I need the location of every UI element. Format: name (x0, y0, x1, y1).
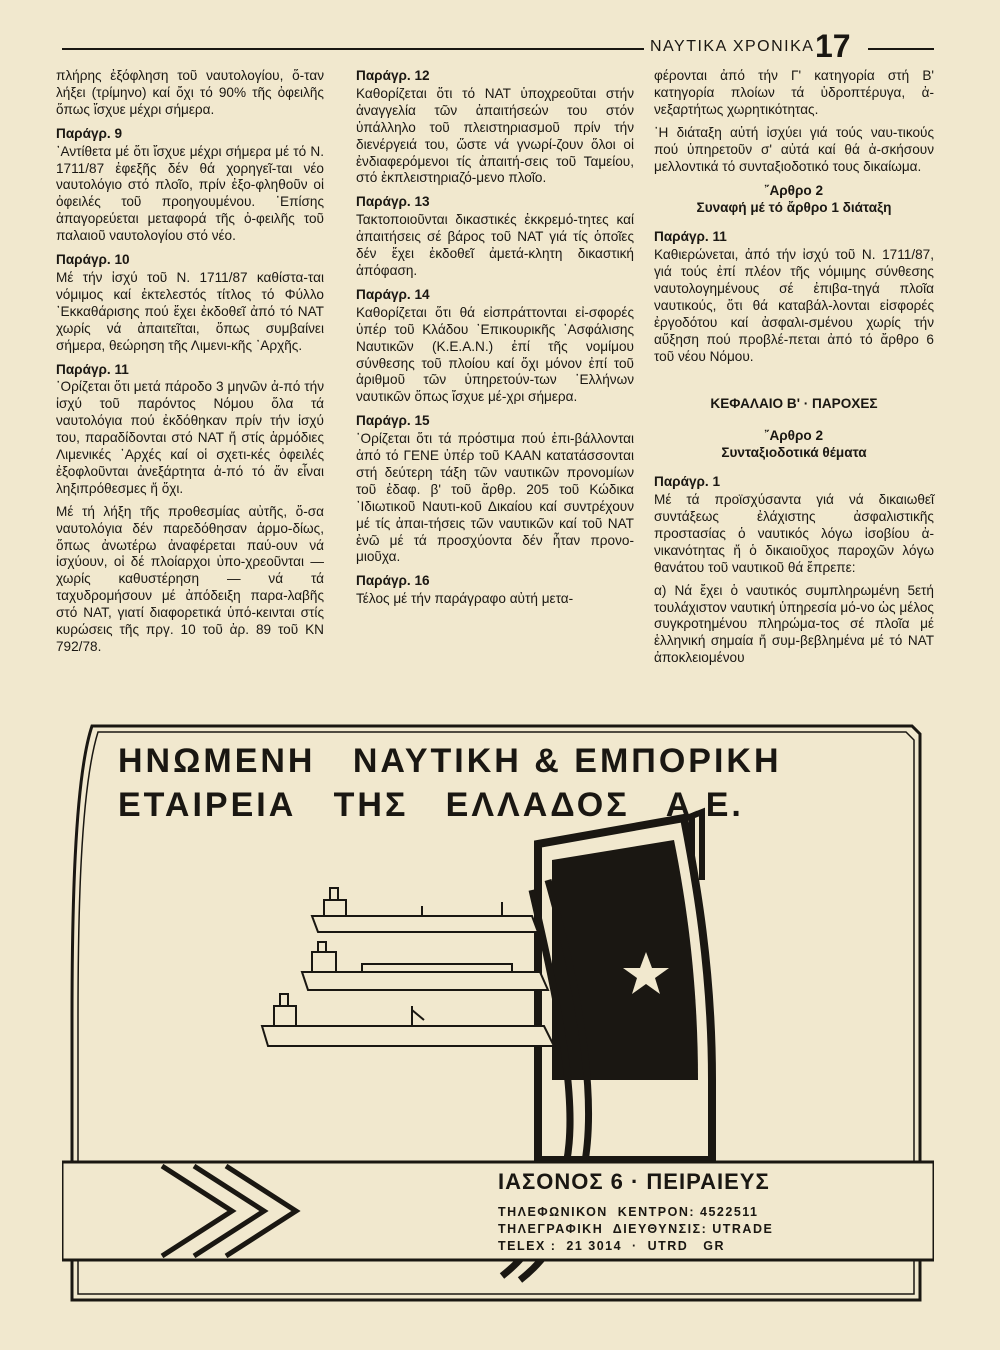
article-subtitle: Συνταξιοδοτικά θέματα (721, 445, 867, 461)
paragraph: Μέ τά προϊσχύσαντα γιά νά δικαιωθεῖ συντάξεως ἐλάχιστης ἀσφαλιστικῆς προστασίας ὁ ναυτικός λόγω ἰσοβίου ἀ-νικανότητας ἤ ὁ δικαιοῦχος παροχῶν λόγω θανάτου τοῦ ναυτικοῦ θά ἔπρεπε: (654, 492, 934, 575)
ship-container (302, 942, 548, 990)
section-heading: Παράγρ. 9 (56, 125, 123, 141)
column-2 (356, 68, 634, 614)
paragraph: Μέ τή λήξη τῆς προθεσμίας αὐτῆς, ὅ-σα ναυτολόγια δέν παρεδόθησαν ἁρμο-δίως, ὅπως ἀνωτέρω ἀναφέρεται παύ-ουν νά ἰσχύουν, οἱ δέ πλοίαρχοι ὑπο-χρεοῦνται — χωρίς καθυστέρηση — νά τά ταχυδρομήσουν μέ ἀπόδειξη παρα-λαβῆς στό ΝΑΤ, γιατί διαφορετικά ὑπό-κεινται στίς κυρώσεις τῆς πργ. 10 τοῦ ἀρ. 89 τοῦ ΚΝ 792/78. (56, 503, 324, 654)
paragraph: Τακτοποιοῦνται δικαστικές ἐκκρεμό-τητες καί ἀπαιτήσεις σέ βάρος τοῦ ΝΑΤ γιά τίς ὁποῖες δέν ἔχει ἐκδοθεῖ ἀμετά-κλητη δικαστική ἀπόφαση. (356, 212, 634, 278)
paragraph: Καθορίζεται ὅτι τό ΝΑΤ ὑποχρεοῦται στήν ἀναγγελία τῶν ἀπαιτήσεών του στόν ὑπάλληλο τοῦ πλειστηριασμοῦ πρίν τήν διενέργειά του, ὥστε νά γνωρί-ζουν ὅλοι οἱ ἐνδιαφερόμενοι τίς ἀπαιτή-σεις τοῦ Ταμείου, στό ἐκπλειστηριαζό-μενο πλοῖο. (356, 85, 634, 186)
flag-panel (552, 840, 698, 1080)
section-heading: Παράγρ. 12 (356, 68, 430, 83)
column-3 (654, 68, 934, 673)
company-address: ΙΑΣΟΝΟΣ 6 · ΠΕΙΡΑΙΕΥΣ (498, 1169, 770, 1194)
paragraph: Καθορίζεται ὅτι θά εἰσπράττονται εἰ-σφορές ὑπέρ τοῦ Κλάδου ᾿Επικουρικῆς ᾿Ασφάλισης Ναυτικῶν (Κ.Ε.Α.Ν.) ἐπί τῆς νομίμου σύνθεσης τοῦ πλοίου καί ὄχι μόνον ἐπί τοῦ ἀριθμοῦ τῶν ὑπηρετούν-των ῾Ελλήνων ναυτικῶν ὅπως ἴσχυε μέ-χρι σήμερα. (356, 304, 634, 405)
page-number: 17 (815, 28, 851, 64)
paragraph: Μέ τήν ἰσχύ τοῦ Ν. 1711/87 καθίστα-ται νόμιμος καί ἐκτελεστός τίτλος τό Φύλλο ᾿Εκκαθάρισης πού ἔχει ἐκδοθεῖ ἀπό τό ΝΑΤ χωρίς νά ἀπαιτεῖται, ὅπως συμβαίνει σήμερα, θεώρηση τῆς Λιμενι-κῆς ᾿Αρχῆς. (56, 269, 324, 353)
paragraph: Τέλος μέ τήν παράγραφο αὐτή μετα- (356, 591, 574, 607)
column-1 (56, 68, 324, 662)
header-rule-left (62, 48, 644, 50)
section-heading: Παράγρ. 14 (356, 286, 430, 302)
article-title: ῎Αρθρο 2 (764, 428, 824, 444)
paragraph: ῾Ορίζεται ὅτι τά πρόστιμα πού ἐπι-βάλλονται ἀπό τό ΓΕΝΕ ὑπέρ τοῦ ΚΑΑΝ κατατάσσονται στή δεύτερη τάξη τῶν ναυτικῶν προνομίων τοῦ ἐδαφ. β' τοῦ ἄρθρ. 205 τοῦ Κώδικα ᾿Ιδιωτικοῦ Ναυτι-κοῦ Δικαίου καί συντρέχουν μέ τίς ἀπαι-τήσεις τῶν ναυτικῶν καί τοῦ ΝΑΤ ἐνῶ μέ τά προσχύοντα δέν ἦταν προνο-μιοῦχα. (356, 431, 634, 565)
paragraph: α) Νά ἔχει ὁ ναυτικός συμπληρωμένη 5ετή τουλάχιστον ναυτική ὑπηρεσία μό-νο ὡς μέλος συγκροτημένου πληρώμα-τος σέ πλοῖα μέ ἑλληνική σημαία ἤ συμ-βεβλημένα μέ τό ΝΑΤ ἀποκλειομένου (654, 582, 934, 666)
section-heading: Παράγρ. 16 (356, 573, 430, 589)
paragraph: πλήρης ἐξόφληση τοῦ ναυτολογίου, ὅ-ταν λήξει (τρίμηνο) καί ὄχι τό 90% τῆς ὀφειλῆς ὅπως ἴσχυε μέχρι σήμερα. (56, 68, 324, 117)
paragraph: φέρονται ἀπό τήν Γ' κατηγορία στή Β' κατηγορία πλοίων τά ὑδροπτέρυγα, ἀ-νεξαρτήτως χωρητικότητας. (654, 68, 934, 117)
magazine-title: ΝΑΥΤΙΚΑ ΧΡΟΝΙΚΑ (650, 38, 815, 55)
paragraph: ῾Η διάταξη αὐτή ἰσχύει γιά τούς ναυ-τικούς πού ὑπηρετοῦν σ' αὐτά καί θά ἀ-σκήσουν μελλοντικά τό συνταξιοδοτικό τους δικαίωμα. (654, 124, 934, 174)
section-heading: Παράγρ. 13 (356, 194, 430, 210)
section-heading: Παράγρ. 11 (56, 361, 129, 377)
company-name-line-2: ΕΤΑΙΡΕΙΑ ΤΗΣ ΕΛΛΑΔΟΣ Α.Ε. (118, 786, 744, 824)
ship-tanker-top (312, 888, 538, 932)
chapter-title: ΚΕΦΑΛΑΙΟ Β' · ΠΑΡΟΧΕΣ (710, 395, 878, 411)
paragraph: ῾Ορίζεται ὅτι μετά πάροδο 3 μηνῶν ἀ-πό τήν ἰσχύ τοῦ παρόντος Νόμου ὅλα τά ναυτολόγια πού ἐκδόθηκαν πρίν τήν ἰσχύ του, παραδίδονται στό ΝΑΤ ἤ στίς ἁρμόδιες Λιμενικές ᾿Αρχές καί οἱ σχετι-κές ὀφειλές ἐξοφλοῦνται ἀνεξάρτητα ἀ-πό τό ἄν εἶναι ληξιπρόθεσμες ἤ ὄχι. (56, 379, 324, 496)
company-telex: TELEX : 21 3014 · UTRD GR (498, 1239, 725, 1253)
paragraph: ᾿Αντίθετα μέ ὅτι ἴσχυε μέχρι σήμερα μέ τό Ν. 1711/87 ἐφεξῆς δέν θά χορηγεῖ-ται νέο ναυτολόγιο στό πλοῖο, πρίν ἐξο-φληθοῦν οἱ ὀφειλές τοῦ προηγουμένου. ᾿Επίσης ἀπαγορεύεται μεταφορά τῆς ὀ-φειλῆς τοῦ παλαιοῦ ναυτολογίου στό νέο. (56, 143, 324, 244)
section-heading: Παράγρ. 1 (654, 474, 721, 490)
section-heading: Παράγρ. 10 (56, 252, 130, 268)
section-heading: Παράγρ. 15 (356, 413, 430, 429)
section-heading: Παράγρ. 11 (654, 229, 727, 245)
paragraph: Καθιερώνεται, ἀπό τήν ἰσχύ τοῦ Ν. 1711/87, γιά τούς ἐπί πλέον τῆς νόμιμης σύνθεσης ναυτολογημένους σέ ἐπιβα-τηγά πλοῖα ναυτικούς, ὅτι θά καταβάλ-λονται εἰσφορές ἐργοδότου καί ἀσφαλι-σμένου χωρίς τήν αὔξηση πού προβλέ-πεται ἀπό τό ἄρθρο 6 τοῦ νέου Νόμου. (654, 247, 934, 364)
company-phone: ΤΗΛΕΦΩΝΙΚΟΝ ΚΕΝΤΡΟΝ: 4522511 (498, 1205, 759, 1219)
article-subtitle: Συναφή μέ τό ἄρθρο 1 διάταξη (696, 200, 892, 216)
ship-bulker (262, 994, 554, 1046)
company-name-line-1: ΗΝΩΜΕΝΗ ΝΑΥΤΙΚΗ & ΕΜΠΟΡΙΚΗ (118, 742, 782, 780)
article-title: ῎Αρθρο 2 (764, 183, 824, 199)
header-rule-right (868, 48, 934, 50)
company-telegraph: ΤΗΛΕΓΡΑΦΙΚΗ ΔΙΕΥΘΥΝΣΙΣ: UTRADE (498, 1222, 774, 1236)
